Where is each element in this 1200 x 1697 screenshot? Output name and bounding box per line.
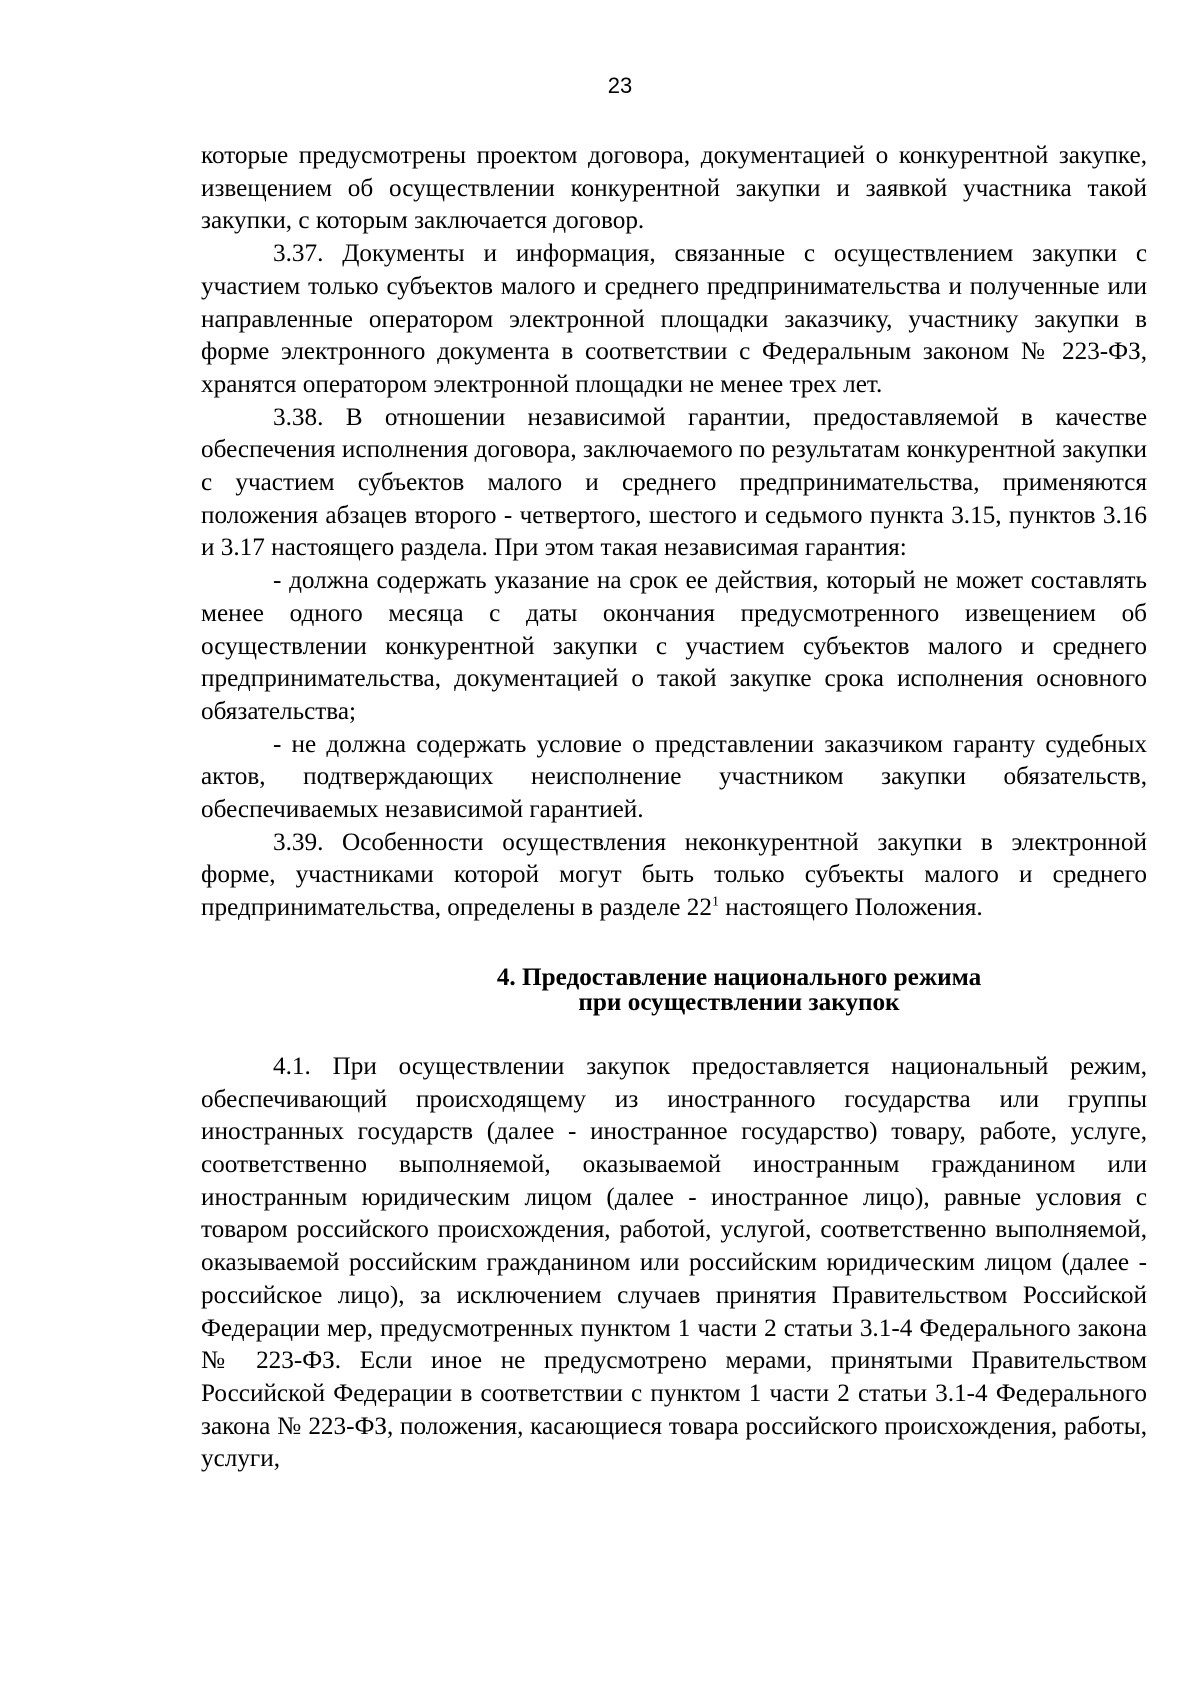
section-heading-line1: 4. Предоставление национального режима [496, 963, 982, 991]
document-body [201, 140, 1147, 1476]
section-heading [201, 965, 1147, 1015]
page-number: 23 [607, 73, 633, 98]
section-superscript: 1 [711, 894, 719, 910]
paragraph-3-39 [201, 827, 1147, 925]
paragraph-guarantee-term: - должна содержать указание на срок ее действия, который не может составлять менее одного месяца с даты окончания предусмотренного извещением об осуществлении конкурентной закупки с участием субъектов малого и среднего предпринимательства, документацией о такой закупке срока исполнения основного обязательства; [201, 567, 1147, 725]
paragraph-4-1: 4.1. При осуществлении закупок предоставляется национальный режим, обеспечивающий происходящему из иностранного государства или группы иностранных государств (далее - иностранное государство) товару, работе, услуге, соответственно выполняемой, оказываемой иностранным гражданином или иностранным юридическим лицом (далее - иностранное лицо), равные условия с товаром российского происхождения, работой, услугой, соответственно выполняемой, оказываемой российским гражданином или российским юридическим лицом (далее - российское лицо), за исключением случаев принятия Правительством Российской Федерации мер, предусмотренных пунктом 1 части 2 статьи 3.1-4 Федерального закона № 223-ФЗ. Если иное не предусмотрено мерами, принятыми Правительством Российской Федерации в соответствии с пунктом 1 части 2 статьи 3.1-4 Федерального закона № 223-ФЗ, положения, касающиеся товара российского происхождения, работы, услуги, [201, 1052, 1147, 1473]
paragraph-3-39-text: 3.39. Особенности осуществления неконкурентной закупки в электронной форме, участниками которой могут быть только субъекты малого и среднего предпринимательства, определены в разделе 22 [201, 828, 1147, 922]
paragraph-guarantee-condition: - не должна содержать условие о представлении заказчиком гаранту судебных актов, подтверждающих неисполнение участником закупки обязательств, обеспечиваемых независимой гарантией. [201, 730, 1147, 824]
section-heading-line2: при осуществлении закупок [578, 988, 900, 1016]
paragraph-continuation: которые предусмотрены проектом договора, документацией о конкурентной закупке, извещением об осуществлении конкурентной закупки и заявкой участника такой закупки, с которым заключается договор. [201, 142, 1147, 235]
paragraph-3-38: 3.38. В отношении независимой гарантии, предоставляемой в качестве обеспечения исполнения договора, заключаемого по результатам конкурентной закупки с участием субъектов малого и среднего предпринимательства, применяются положения абзацев второго - четвертого, шестого и седьмого пункта 3.15, пунктов 3.16 и 3.17 настоящего раздела. При этом такая независимая гарантия: [201, 403, 1147, 562]
paragraph-3-39-tail: настоящего Положения. [718, 894, 983, 922]
paragraph-3-37: 3.37. Документы и информация, связанные с осуществлением закупки с участием только субъектов малого и среднего предпринимательства и полученные или направленные оператором электронной площадки заказчику, участнику закупки в форме электронного документа в соответствии с Федеральным законом № 223-ФЗ, хранятся оператором электронной площадки не менее трех лет. [201, 240, 1147, 398]
